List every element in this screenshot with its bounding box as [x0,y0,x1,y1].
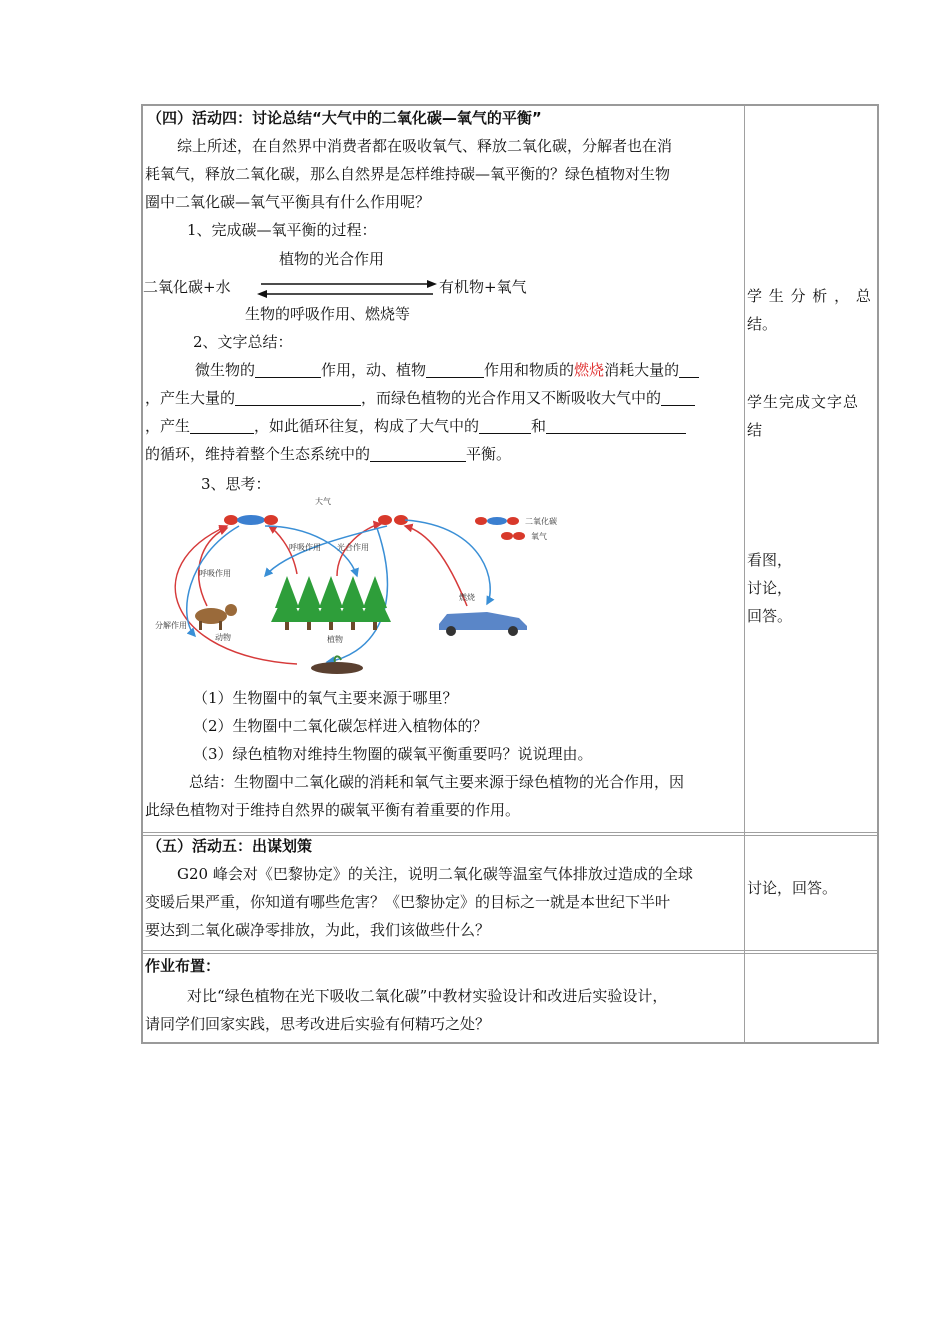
side-note-analysis: 结。 [747,315,778,333]
fill-text: 的循环，维持着整个生态系统中的 [145,445,371,463]
answer-blank[interactable] [661,387,695,406]
decomposition-label: 分解作用 [155,621,187,630]
fill-line-3 [145,412,686,440]
combustion-arrow [405,526,467,606]
atmosphere-label: 大气 [315,497,331,506]
fill-text: ，产生大量的 [145,389,236,407]
section4-intro-line: 圈中二氧化碳—氧气平衡具有什么作用呢？ [145,193,431,211]
carbon-oxygen-cycle-diagram [147,496,567,676]
side-note-analysis: 学 生 分 析 ， 总 [747,287,872,305]
section5-side-note: 讨论，回答。 [747,879,838,897]
fill-text: ，而绿色植物的光合作用又不断吸收大气中的 [361,389,662,407]
step1-label: 1、完成碳—氧平衡的过程： [187,221,377,239]
answer-blank[interactable] [255,359,321,378]
fill-text: 平衡。 [466,445,512,463]
section5-line: 要达到二氧化碳净零排放，为此，我们该做些什么？ [145,921,491,939]
respiration-left-label: 呼吸作用 [199,569,231,578]
equation-right: 有机物+氧气 [439,278,527,296]
equation-top-label: 植物的光合作用 [279,250,385,268]
summary-line: 此绿色植物对于维持自然界的碳氧平衡有着重要的作用。 [145,801,521,819]
side-note-diagram: 讨论， [747,579,793,597]
homework-line: 对比“绿色植物在光下吸收二氧化碳”中教材实验设计和改进后实验设计， [187,987,668,1005]
co2-molecule [224,515,278,525]
respiration-label: 呼吸作用 [289,543,321,552]
legend [475,516,557,541]
fill-text: 作用和物质的 [484,361,575,379]
highlight-text: 燃烧 [574,361,605,379]
answer-blank[interactable] [235,387,361,406]
step3-label: 3、思考： [201,475,271,493]
lesson-table [141,104,879,1044]
car-figure [439,612,527,636]
row-divider [143,953,877,954]
section5-line: 变暖后果严重，你知道有哪些危害？《巴黎协定》的目标之一就是本世纪下半叶 [145,893,671,911]
fill-text: 微生物的 [195,361,256,379]
side-note-fill: 结 [747,421,763,439]
fill-text: ，如此循环往复，构成了大气中的 [254,417,480,435]
plant-label: 植物 [327,635,343,644]
question-1: （1）生物圈中的氧气主要来源于哪里？ [193,689,458,707]
fill-line-1 [195,356,699,384]
side-note-fill: 学生完成文字总 [747,393,860,411]
fill-text: 消耗大量的 [604,361,680,379]
animal-label: 动物 [215,633,231,642]
section4-intro-line: 耗氧气，释放二氧化碳，那么自然界是怎样维持碳—氧平衡的？绿色植物对生物 [145,165,671,183]
fill-text: 和 [531,417,547,435]
answer-blank[interactable] [426,359,484,378]
answer-blank[interactable] [679,359,699,378]
section5-title: （五）活动五：出谋划策 [147,837,313,855]
answer-blank[interactable] [370,443,466,462]
animal-figure [195,604,237,630]
fill-line-4 [145,440,511,468]
photosynthesis-label: 光合作用 [337,543,369,552]
homework-line: 请同学们回家实践，思考改进后实验有何精巧之处？ [145,1015,491,1033]
equation-arrows [255,276,440,302]
fill-text: 作用，动、植物 [321,361,427,379]
equation-bottom-label: 生物的呼吸作用、燃烧等 [245,305,411,323]
side-note-diagram: 看图， [747,551,793,569]
side-note-diagram: 回答。 [747,607,793,625]
fill-text: ，产生 [145,417,191,435]
equation-left: 二氧化碳+水 [143,278,231,296]
question-2: （2）生物圈中二氧化碳怎样进入植物体的？ [193,717,488,735]
step2-label: 2、文字总结： [193,333,293,351]
homework-title: 作业布置： [145,957,221,975]
o2-molecule [378,515,408,525]
answer-blank[interactable] [190,415,254,434]
column-divider [744,106,745,1042]
legend-o2-label: 氧气 [531,532,547,541]
summary-line: 总结：生物圈中二氧化碳的消耗和氧气主要来源于绿色植物的光合作用，因 [189,773,685,791]
row-divider [143,950,877,951]
section5-line: G20 峰会对《巴黎协定》的关注，说明二氧化碳等温室气体排放过造成的全球 [177,865,693,883]
question-3: （3）绿色植物对维持生物圈的碳氧平衡重要吗？说说理由。 [193,745,593,763]
combustion-label: 燃烧 [459,593,475,602]
answer-blank[interactable] [479,415,531,434]
section4-intro-line: 综上所述，在自然界中消费者都在吸收氧气、释放二氧化碳，分解者也在消 [177,137,673,155]
decomposition-arrow [175,526,297,664]
answer-blank[interactable] [546,415,686,434]
legend-co2-label: 二氧化碳 [525,517,557,526]
trees [271,576,391,630]
section4-title: （四）活动四：讨论总结“大气中的二氧化碳—氧气的平衡” [147,109,542,127]
fill-line-2 [145,384,695,412]
